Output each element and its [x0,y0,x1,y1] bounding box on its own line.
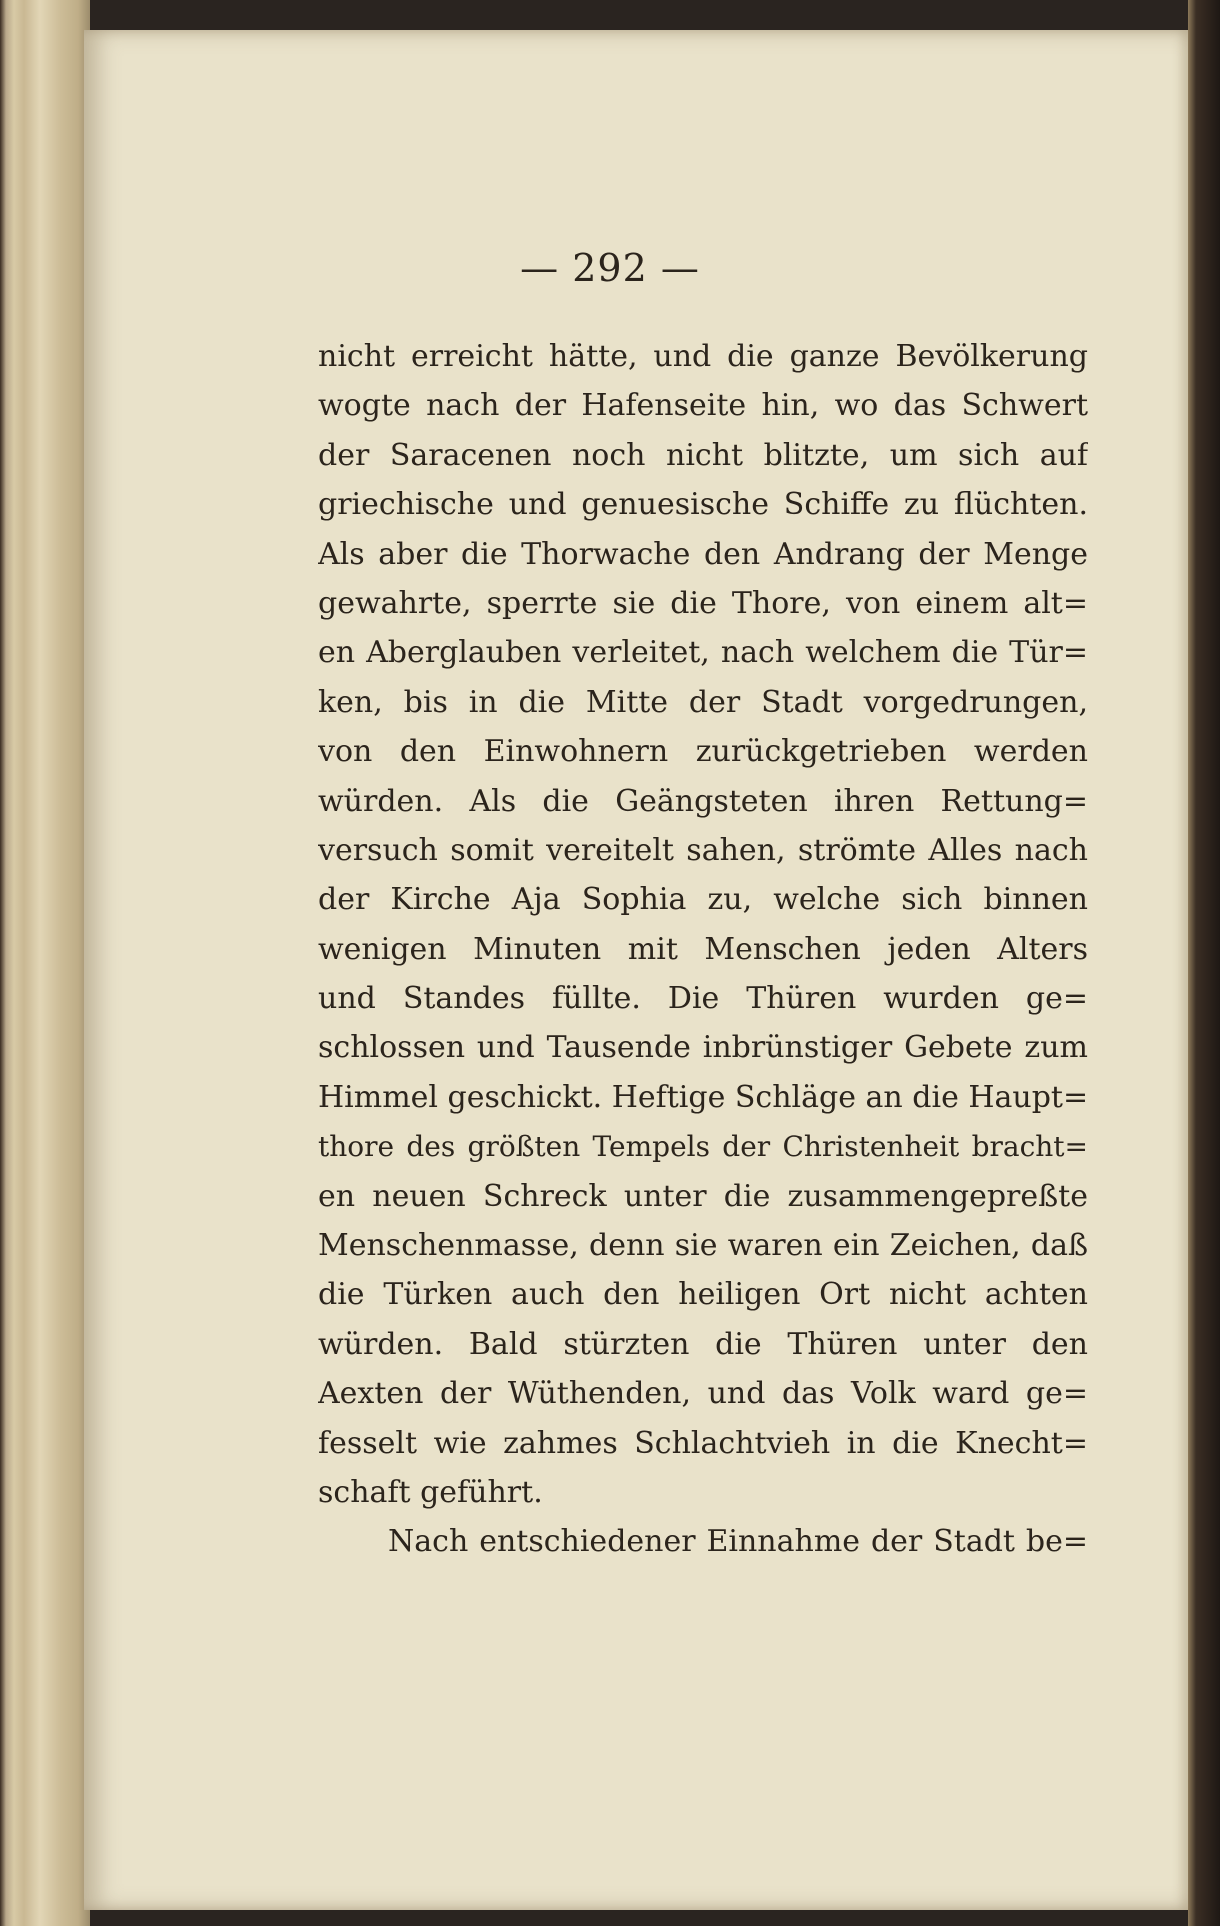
text-line: Menschenmasse, denn sie waren ein Zeichen, daß [318,1228,1088,1264]
text-line: würden. Bald stürzten die Thüren unter den [318,1326,1088,1362]
text-line: gewahrte, sperrte sie die Thore, von einem alt= [318,585,1088,621]
text-line: schlossen und Tausende inbrünstiger Gebete zum [318,1030,1088,1066]
text-line: der Saracenen noch nicht blitzte, um sich auf [318,437,1088,473]
text-line: schaft geführt. [318,1474,543,1510]
text-line: fesselt wie zahmes Schlachtvieh in die Knecht= [318,1425,1088,1461]
text-line: thore des größten Tempels der Christenheit bracht= [318,1130,1088,1164]
text-line: von den Einwohnern zurückgetrieben werden [318,734,1088,770]
text-line: die Türken auch den heiligen Ort nicht achten [318,1277,1088,1313]
text-line: Als aber die Thorwache den Andrang der Menge [318,536,1088,572]
text-line: en Aberglauben verleitet, nach welchem die Tür= [318,635,1088,671]
text-line: Himmel geschickt. Heftige Schläge an die Haupt= [318,1079,1088,1115]
text-line: versuch somit vereitelt sahen, strömte Alles nach [318,832,1088,868]
page-number: — 292 — [520,246,700,290]
page-text [318,332,1088,1567]
text-line: nicht erreicht hätte, und die ganze Bevölkerung [318,339,1088,374]
text-line: würden. Als die Geängsteten ihren Rettung= [318,783,1088,819]
text-line: Aexten der Wüthenden, und das Volk ward ge= [318,1376,1088,1412]
text-line: wogte nach der Hafenseite hin, wo das Schwert [318,388,1088,424]
text-line: en neuen Schreck unter die zusammengepreßte [318,1178,1088,1214]
text-line: und Standes füllte. Die Thüren wurden ge= [318,981,1088,1017]
text-line: griechische und genuesische Schiffe zu flüchten. [318,487,1088,523]
text-line: der Kirche Aja Sophia zu, welche sich binnen [318,882,1088,918]
text-line: wenigen Minuten mit Menschen jeden Alters [318,931,1088,967]
text-line: Nach entschiedener Einnahme der Stadt be= [388,1524,1088,1560]
text-line: ken, bis in die Mitte der Stadt vorgedrungen, [318,684,1088,720]
